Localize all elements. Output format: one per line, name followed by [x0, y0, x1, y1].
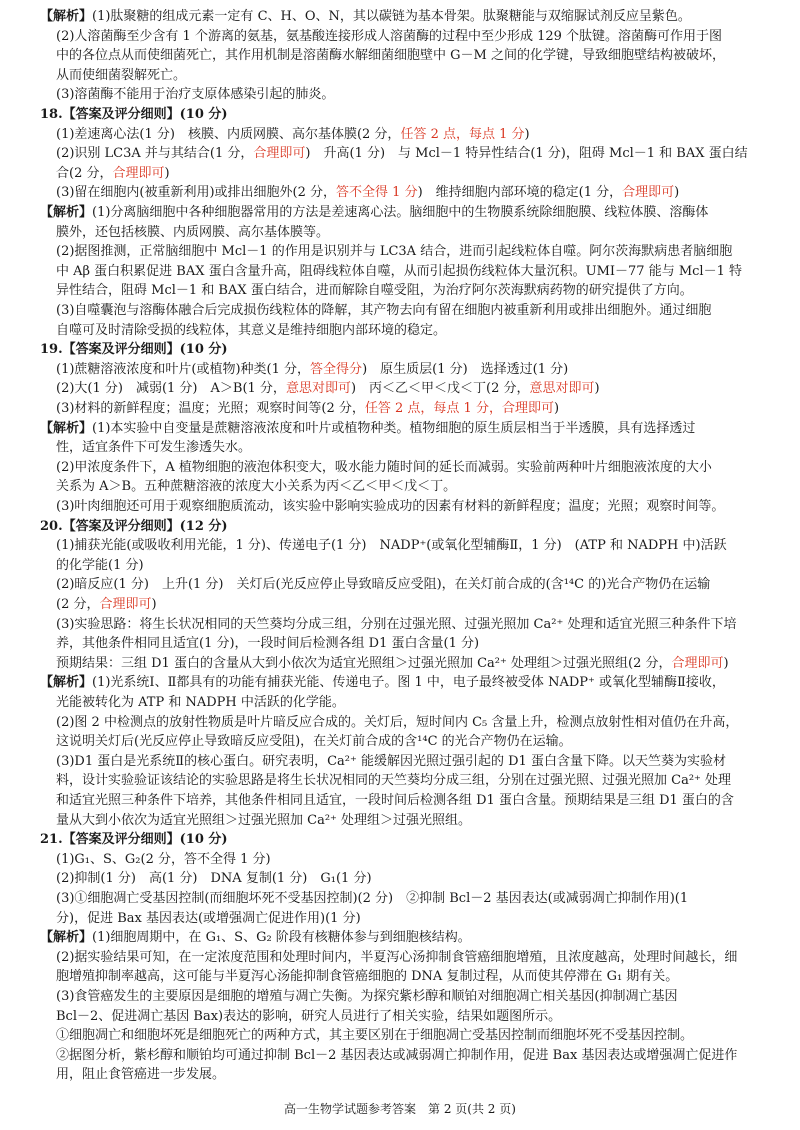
answer-line: [56, 498, 762, 516]
line-text: 和适宜光照三种条件下培养，其他条件相同且适宜，一段时间后检测各组 D1 蛋白含量。预期结果是三组 D1 蛋白的含: [56, 793, 734, 808]
bold-label: 【解析】: [40, 675, 93, 691]
line-text: (2)大(1 分) 减弱(1 分) A＞B(1 分，: [56, 381, 286, 397]
line-text: 中 Aβ 蛋白积累促进 BAX 蛋白含量升高，阻碍线粒体自噬，从而引起损伤线粒体大量沉积。UMI－77 能与 Mcl－1 特: [56, 263, 742, 279]
answer-section-heading: [40, 106, 762, 124]
line-text: 这说明关灯后(光反应停止导致暗反应受阻)，在关灯前合成的含¹⁴C 的光合产物仍在运输。: [56, 734, 572, 750]
line-text: (1)细胞周期中，在 G₁、S、G₂ 阶段有核糖体参与到细胞核结构。: [92, 930, 471, 946]
answer-line: [56, 380, 762, 398]
line-text: (3)溶菌酶不能用于治疗支原体感染引起的肺炎。: [56, 87, 335, 103]
answer-line: [56, 1008, 762, 1026]
line-text: 自噬可及时清除受损的线粒体，其意义是维持细胞内部环境的稳定。: [56, 322, 447, 338]
line-text: (3)食管癌发生的主要原因是细胞的增殖与凋亡失衡。为探究紫杉醇和顺铂对细胞凋亡相关基因(抑制凋亡基因: [56, 989, 678, 1004]
scoring-note: 合理即可: [253, 146, 306, 162]
scoring-note: 合理即可: [622, 185, 675, 201]
answer-line: [40, 420, 762, 438]
answer-line: [56, 459, 762, 477]
answer-line: [56, 694, 762, 712]
answer-line: [56, 282, 762, 300]
answer-line: [56, 67, 762, 85]
line-text: ) 维持细胞内部环境的稳定(1 分，: [417, 185, 623, 201]
line-text: (2)暗反应(1 分) 上升(1 分) 关灯后(光反应停止导致暗反应受阻)，在关灯前合成的(含¹⁴C 的)光合产物仍在运输: [56, 577, 711, 593]
line-text: Bcl－2、促进凋亡基因 Bax)表达的影响，研究人员进行了相关实验，结果如题图所示。: [56, 1008, 562, 1024]
scoring-note: 合理即可: [671, 655, 724, 671]
line-text: (2)据图推测，正常脑细胞中 Mcl－1 的作用是识别并与 LC3A 结合，进而引起线粒体自噬。阿尔茨海默病患者脑细胞: [56, 244, 733, 260]
answer-line: [56, 792, 762, 810]
answer-line: [56, 537, 762, 555]
answer-line: [56, 302, 762, 320]
line-text: 性，适宜条件下可发生渗透失水。: [56, 440, 252, 456]
answer-line: [56, 714, 762, 732]
answer-line: [56, 968, 762, 986]
answer-line: [40, 929, 762, 947]
bold-label: 20.【答案及评分细则】(12 分): [40, 518, 228, 534]
answer-line: [56, 478, 762, 496]
answer-line: [56, 635, 762, 653]
answer-line: [56, 361, 762, 379]
bold-label: 【解析】: [40, 205, 93, 220]
line-text: (2)人溶菌酶至少含有 1 个游离的氨基，氨基酸连接形成人溶菌酶的过程中至少形成 129 个肽键。溶菌酶可作用于图: [56, 28, 723, 44]
line-text: (2)抑制(1 分) 高(1 分) DNA 复制(1 分) G₁(1 分): [56, 871, 372, 887]
line-text: 合(2 分，: [56, 165, 113, 181]
line-text: 用，阻止食管癌进一步发展。: [56, 1067, 226, 1083]
answer-line: [56, 1066, 762, 1084]
answer-line: [56, 184, 762, 202]
line-text: ): [151, 597, 157, 612]
answer-line: [56, 988, 762, 1006]
scoring-note: 意思对即可: [529, 381, 595, 397]
answer-line: [56, 322, 762, 340]
line-text: (3)D1 蛋白是光系统Ⅱ的核心蛋白。研究表明，Ca²⁺ 能缓解因光照过强引起的 D1 蛋白含量下降。以天竺葵为实验材: [56, 753, 726, 769]
line-text: 关系为 A＞B。五种蔗糖溶液的浓度大小关系为丙＜乙＜甲＜戊＜丁。: [56, 479, 457, 495]
line-text: 养，其他条件相同且适宜(1 分)，一段时间后检测各组 D1 蛋白含量(1 分): [56, 636, 480, 652]
line-text: (2)甲浓度条件下，A 植物细胞的液泡体积变大，吸水能力随时间的延长而减弱。实验前两种叶片细胞液浓度的大小: [56, 459, 712, 475]
line-text: 料，设计实验验证该结论的实验思路是将生长状况相同的天竺葵均分成三组，分别在过强光照、过强光照加 Ca²⁺ 处理: [56, 773, 732, 789]
line-text: (1)差速离心法(1 分) 核膜、内质网膜、高尔基体膜(2 分，: [56, 126, 401, 142]
line-text: 膜外，还包括核膜、内质网膜、高尔基体膜等。: [56, 224, 330, 240]
line-text: (3)实验思路：将生长状况相同的天竺葵均分成三组，分别在过强光照、过强光照加 Ca²⁺ 处理和适宜光照三种条件下培: [56, 616, 737, 632]
bold-label: 21.【答案及评分细则】(10 分): [40, 832, 228, 848]
line-text: ) 原生质层(1 分) 选择透过(1 分): [362, 361, 569, 377]
answer-line: [56, 870, 762, 888]
answer-line: [56, 557, 762, 575]
scoring-note: 答全得分: [310, 361, 363, 377]
line-text: 分)，促进 Bax 基因表达(或增强凋亡促进作用)(1 分): [56, 910, 361, 926]
line-text: (1)分离脑细胞中各种细胞器常用的方法是差速离心法。脑细胞中的生物膜系统除细胞膜、线粒体膜、溶酶体: [92, 205, 709, 220]
answer-line: [40, 204, 762, 222]
answer-line: [56, 576, 762, 594]
answer-section-heading: [40, 518, 762, 536]
line-text: 的化学能(1 分): [56, 557, 144, 573]
line-text: (2)识别 LC3A 并与其结合(1 分，: [56, 146, 254, 162]
line-text: ): [594, 381, 600, 397]
line-text: (3)材料的新鲜程度；温度；光照；观察时间等(2 分，: [56, 401, 365, 416]
answer-line: [56, 949, 762, 967]
line-text: (1)肽聚糖的组成元素一定有 C、H、O、N，其以碳链为基本骨架。肽聚糖能与双缩脲试剂反应呈紫色。: [92, 9, 691, 24]
answer-section-heading: [40, 341, 762, 359]
bold-label: 18.【答案及评分细则】(10 分): [40, 107, 228, 122]
answer-line: [56, 400, 762, 418]
bold-label: 19.【答案及评分细则】(10 分): [40, 342, 228, 358]
answer-line: [56, 165, 762, 183]
answer-line: [56, 1027, 762, 1045]
line-text: ①细胞凋亡和细胞坏死是细胞死亡的两种方式，其主要区别在于细胞凋亡受基因控制而细胞坏死不受基因控制。: [56, 1028, 694, 1044]
answer-line: [56, 47, 762, 65]
line-text: (2 分，: [56, 597, 100, 612]
line-text: 中的各位点从而使细菌死亡，其作用机制是溶菌酶水解细菌细胞壁中 G－M 之间的化学键，导致细胞壁结构被破坏，: [56, 48, 725, 64]
line-text: ): [723, 655, 729, 671]
answer-line: [56, 890, 762, 908]
answer-line: [56, 28, 762, 46]
line-text: (1)蔗糖溶液浓度和叶片(或植物)种类(1 分，: [56, 361, 311, 377]
answer-section-heading: [40, 831, 762, 849]
bold-label: 【解析】: [40, 930, 93, 946]
scoring-note: 意思对即可: [285, 381, 351, 397]
answer-line: [56, 772, 762, 790]
answer-line: [56, 733, 762, 751]
line-text: 异性结合，阻碍 Mcl－1 和 BAX 蛋白结合，进而解除自噬受阻，为治疗阿尔茨海默病药物的研究提供了方向。: [56, 283, 693, 299]
answer-line: [40, 8, 762, 26]
bold-label: 【解析】: [40, 9, 93, 24]
answer-line: [56, 224, 762, 242]
line-text: ): [164, 165, 170, 181]
answer-line: [56, 596, 762, 614]
answer-line: [56, 243, 762, 261]
line-text: (3)留在细胞内(被重新利用)或排出细胞外(2 分，: [56, 185, 337, 201]
scoring-note: 任答 2 点，每点 1 分，合理即可: [364, 401, 554, 416]
line-text: ): [674, 185, 680, 201]
answer-line: [56, 655, 762, 673]
line-text: ) 升高(1 分) 与 Mcl－1 特异性结合(1 分)，阻碍 Mcl－1 和 BAX 蛋白结: [305, 146, 748, 162]
answer-line: [56, 145, 762, 163]
answer-line: [40, 674, 762, 692]
scoring-note: 合理即可: [99, 597, 152, 612]
line-text: 光能被转化为 ATP 和 NADPH 中活跃的化学能。: [56, 695, 345, 710]
answer-line: [56, 616, 762, 634]
scoring-note: 合理即可: [112, 165, 165, 181]
line-text: (2)图 2 中检测点的放射性物质是叶片暗反应合成的。关灯后，短时间内 C₅ 含量上升，检测点放射性相对值仍在升高，: [56, 714, 739, 730]
line-text: ): [524, 126, 530, 142]
scoring-note: 任答 2 点，每点 1 分: [400, 126, 525, 142]
answer-line: [56, 126, 762, 144]
line-text: 量从大到小依次为适宜光照组＞过强光照加 Ca²⁺ 处理组＞过强光照组。: [56, 812, 472, 828]
scoring-note: 答不全得 1 分: [336, 185, 418, 201]
line-text: (1)G₁、S、G₂(2 分，答不全得 1 分): [56, 851, 271, 867]
answer-line: [56, 439, 762, 457]
line-text: (3)①细胞凋亡受基因控制(而细胞坏死不受基因控制)(2 分) ②抑制 Bcl－2 基因表达(或减弱凋亡抑制作用)(1: [56, 891, 689, 906]
answer-line: [56, 86, 762, 104]
line-text: (3)自噬囊泡与溶酶体融合后完成损伤线粒体的降解，其产物去向有留在细胞内被重新利用或排出细胞外。通过细胞: [56, 303, 712, 318]
line-text: (1)捕获光能(或吸收利用光能，1 分)、传递电子(1 分) NADP⁺(或氧化型辅酶Ⅱ，1 分) (ATP 和 NADPH 中)活跃: [56, 538, 727, 554]
answer-line: [56, 851, 762, 869]
line-text: (3)叶肉细胞还可用于观察细胞质流动，该实验中影响实验成功的因素有材料的新鲜程度；温度；光照；观察时间等。: [56, 499, 725, 514]
page-footer: 高一生物学试题参考答案 第 2 页(共 2 页): [284, 1102, 516, 1116]
line-text: 预期结果：三组 D1 蛋白的含量从大到小依次为适宜光照组＞过强光照加 Ca²⁺ 处理组＞过强光照组(2 分，: [56, 655, 672, 671]
line-text: (2)据实验结果可知，在一定浓度范围和处理时间内，半夏泻心汤抑制食管癌细胞增殖，且浓度越高，处理时间越长，细: [56, 949, 738, 965]
answer-line: [56, 753, 762, 771]
line-text: 从而使细菌裂解死亡。: [56, 67, 187, 83]
answer-line: [56, 263, 762, 281]
answer-line: [56, 812, 762, 830]
line-text: ): [553, 401, 560, 416]
line-text: (1)本实验中自变量是蔗糖溶液浓度和叶片或植物种类。植物细胞的原生质层相当于半透膜，具有选择透过: [92, 420, 696, 436]
line-text: (1)光系统Ⅰ、Ⅱ都具有的功能有捕获光能、传递电子。图 1 中，电子最终被受体 NADP⁺ 或氧化型辅酶Ⅱ接收，: [92, 675, 725, 691]
line-text: 胞增殖抑制率越高，这可能与半夏泻心汤能抑制食管癌细胞的 DNA 复制过程，从而使其停滞在 G₁ 期有关。: [56, 969, 679, 985]
answer-line: [56, 910, 762, 928]
bold-label: 【解析】: [40, 420, 93, 436]
line-text: ②据图分析，紫杉醇和顺铂均可通过抑制 Bcl－2 基因表达或减弱凋亡抑制作用，促进 Bax 基因表达或增强凋亡促进作: [56, 1047, 738, 1063]
answer-line: [56, 1047, 762, 1065]
line-text: ) 丙＜乙＜甲＜戊＜丁(2 分，: [350, 381, 530, 397]
